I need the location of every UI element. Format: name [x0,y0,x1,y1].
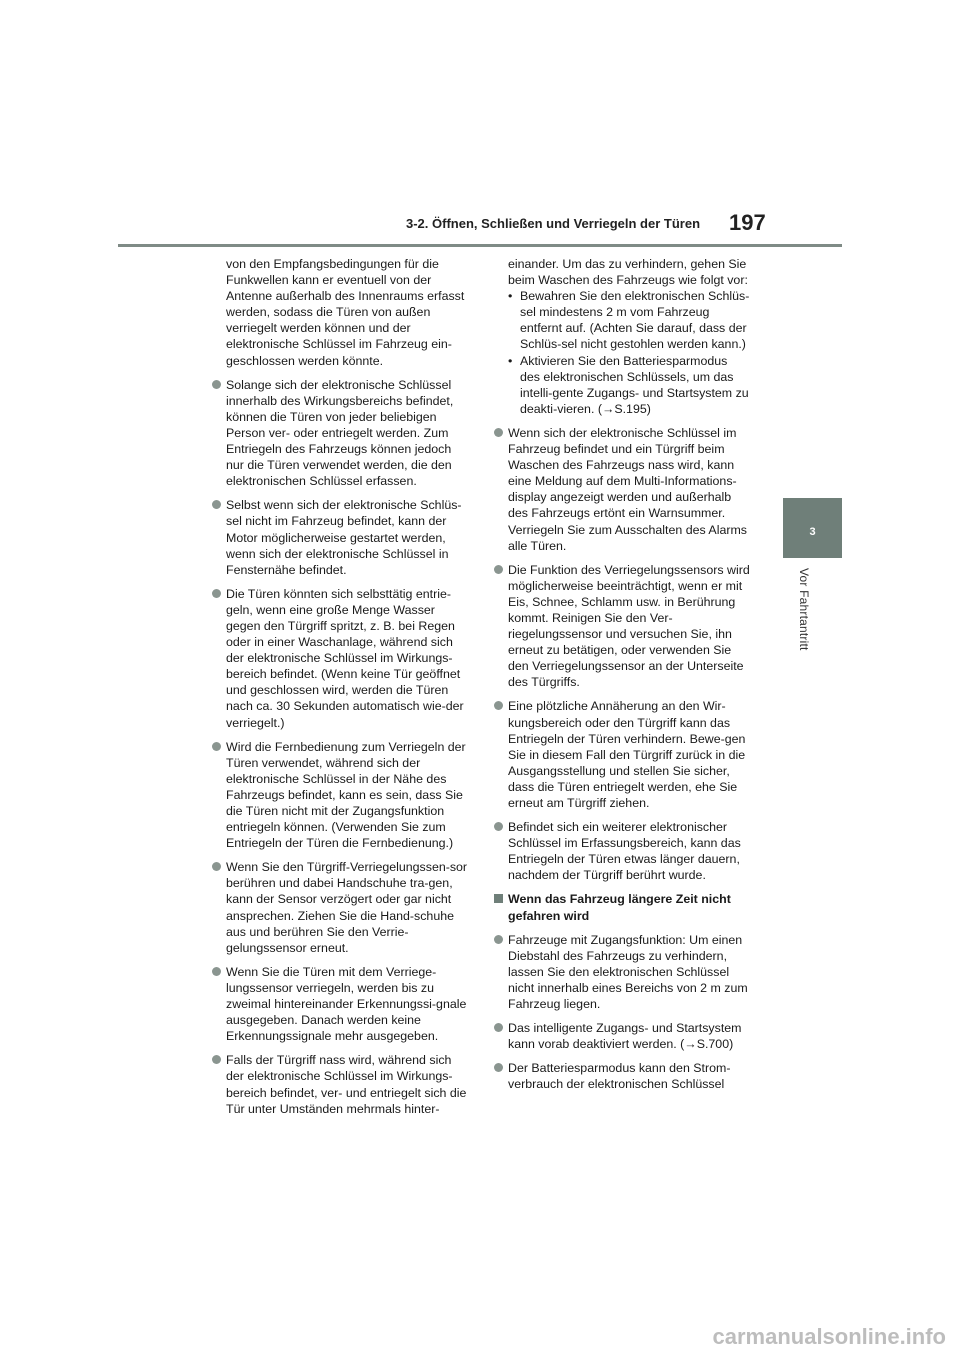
dot-icon: • [508,289,513,304]
list-item-text: Solange sich der elektronische Schlüssel innerhalb des Wirkungsbereichs befindet, können die Türen von jeder beliebigen Person ver- oder entriegelt werden. Zum Entriegeln des Fahrzeugs können jedoch nur die Türen verwendet werden, die den elektronischen Schlüssel erfassen. [226,377,454,489]
left-column [212,256,468,1125]
list-item [494,562,750,691]
list-item [212,586,468,731]
bullet-icon [494,701,503,710]
right-column [494,256,750,1101]
bullet-icon [494,1063,503,1072]
bullet-icon [212,1055,221,1064]
list-item-text: Wird die Fernbedienung zum Verriegeln der Türen verwendet, während sich der elektronische Schlüssel in der Nähe des Fahrzeugs befindet, kann es sein, dass Sie die Türen nicht mit der Zugangsfunktion entriegeln können. (Verwenden Sie zum Entriegeln der Türen die Fernbedienung.) [226,739,466,851]
list-item-text: Falls der Türgriff nass wird, während sich der elektronische Schlüssel im Wirkungs-bereich befindet, ver- und entriegelt sich die Tür unter Umständen mehrmals hinter- [226,1053,467,1116]
sub-list-item-text: Aktivieren Sie den Batteriesparmodus des elektronischen Schlüssels, um das intelli-gente Zugangs- und Startsystem zu deakti-vieren. (→S.195) [520,353,749,416]
list-item [212,377,468,490]
sub-list-item [494,353,750,417]
section-heading-text: Wenn das Fahrzeug längere Zeit nicht gefahren wird [508,892,731,923]
bullet-icon [212,589,221,598]
continued-paragraph: einander. Um das zu verhindern, gehen Sie beim Waschen des Fahrzeugs wie folgt vor: [508,257,748,288]
list-item-text: Wenn sich der elektronische Schlüssel im Fahrzeug befindet und ein Türgriff beim Waschen des Fahrzeugs nass wird, kann eine Meldung auf dem Multi-Informations-display angezeigt werden und außerhalb des Fahrzeugs ertönt ein Warnsummer. Verriegeln Sie zum Ausschalten des Alarms alle Türen. [508,425,747,553]
list-item [494,819,750,883]
list-item [212,739,468,852]
bullet-icon [212,380,221,389]
chapter-number: 3 [809,526,816,538]
list-item-text: Eine plötzliche Annäherung an den Wir-kungsbereich oder den Türgriff kann das Entriegeln der Türen verhindern. Bewe-gen Sie in diesem Fall den Türgriff zurück in die Ausgangsstellung und stellen Sie sicher, dass die Türen entriegelt werden, ehe Sie erneut am Türgriff ziehen. [508,699,746,810]
list-item-text: Befindet sich ein weiterer elektronischer Schlüssel im Erfassungsbereich, kann das Entriegeln der Türen etwas länger dauern, nachdem der Türgriff berührt wurde. [508,820,741,883]
dot-icon: • [508,353,513,368]
sub-list-item-text: Bewahren Sie den elektronischen Schlüs-sel mindestens 2 m vom Fahrzeug entfernt auf. (Achten Sie darauf, dass der Schlüs-sel nicht gestohlen werden kann.) [520,289,750,352]
chapter-label: Vor Fahrtantritt [797,568,811,651]
list-item-text: Das intelligente Zugangs- und Startsystem kann vorab deaktiviert werden. (→S.700) [508,1021,742,1052]
list-item [494,1020,750,1052]
list-item [212,1052,468,1116]
list-item-text: Der Batteriesparmodus kann den Strom-verbrauch der elektronischen Schlüssel [508,1061,731,1092]
square-icon [494,894,503,903]
section-heading [494,891,750,923]
bullet-icon [494,565,503,574]
bullet-icon [494,428,503,437]
watermark: carmanualsonline.info [712,1324,946,1349]
bullet-icon [494,822,503,831]
list-item [494,932,750,1012]
bullet-icon [212,742,221,751]
section-title: 3-2. Öffnen, Schließen und Verriegeln der Türen [406,216,701,231]
continued-paragraph: von den Empfangsbedingungen für die Funkwellen kann er eventuell von der Antenne außerhalb des Innenraums erfasst werden, sodass die Türen von außen verriegelt werden können und der elektronische Schlüssel im Fahrzeug ein-geschlossen werden könnte. [226,257,465,368]
list-item-text: Die Türen könnten sich selbsttätig entrie-geln, wenn eine große Menge Wasser gegen den Türgriff spritzt, z. B. bei Regen oder in einer Waschanlage, während sich der elektronische Schlüssel im Wirkungs-bereich befindet. (Wenn keine Tür geöffnet und geschlossen wird, werden die Türen nach ca. 30 Sekunden automatisch wie-der verriegelt.) [226,586,464,730]
bullet-icon [212,862,221,871]
chapter-tab[interactable] [783,498,842,558]
list-item-text: Wenn Sie den Türgriff-Verriegelungssen-sor berühren und dabei Handschuhe tra-gen, kann der Sensor verzögert oder gar nicht ansprechen. Ziehen Sie die Hand-schuhe aus und berühren Sie den Verrie-gelungssensor erneut. [226,860,468,955]
list-item [212,859,468,956]
bullet-icon [212,967,221,976]
list-item [494,698,750,811]
list-item-text: Fahrzeuge mit Zugangsfunktion: Um einen Diebstahl des Fahrzeugs zu verhindern, lassen Sie den elektronischen Schlüssel nicht innerhalb eines Bereichs von 2 m zum Fahrzeug liegen. [508,932,748,1012]
page-number: 197 [729,210,766,235]
list-item-text: Selbst wenn sich der elektronische Schlüs-sel nicht im Fahrzeug befindet, kann der Motor möglicherweise gestartet werden, wenn sich der elektronische Schlüssel in Fensternähe befindet. [226,498,462,577]
continued-block [494,256,750,417]
list-item [212,497,468,577]
sub-list-item [494,288,750,352]
list-item-text: Wenn Sie die Türen mit dem Verriege-lungssensor verriegeln, werden bis zu zweimal hintereinander Erkennungssi-gnale ausgegeben. Danach werden keine Erkennungssignale mehr ausgegeben. [226,964,467,1044]
bullet-icon [494,1023,503,1032]
header-rule [118,244,842,247]
bullet-icon [212,500,221,509]
bullet-icon [494,935,503,944]
list-item [212,964,468,1044]
list-item [494,425,750,554]
list-item-text: Die Funktion des Verriegelungssensors wird möglicherweise beeinträchtigt, wenn er mit Eis, Schnee, Schlamm usw. in Berührung kommt. Reinigen Sie den Ver-riegelungssensor und versuchen Sie, ihn erneut zu betätigen, oder verwenden Sie den Verriegelungssensor an der Unterseite des Türgriffs. [508,562,750,690]
list-item [494,1060,750,1092]
